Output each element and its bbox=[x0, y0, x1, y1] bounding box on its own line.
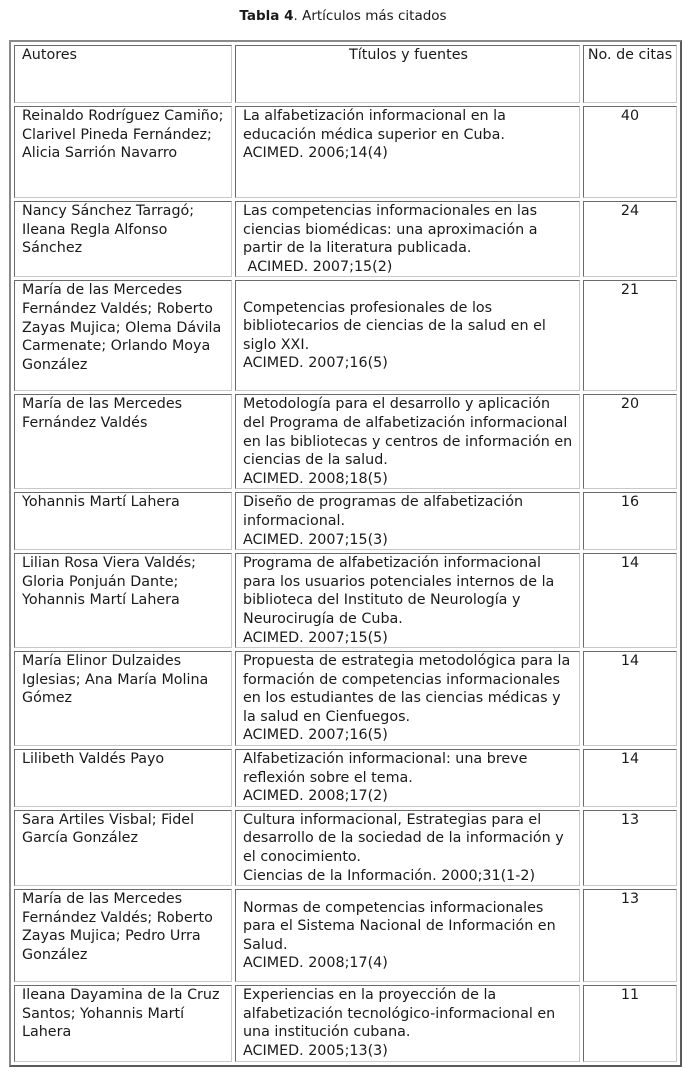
cites-cell: 14 bbox=[583, 749, 677, 807]
table-row bbox=[14, 889, 677, 982]
article-title: La alfabetización informacional en la educación médica superior en Cuba. bbox=[243, 108, 506, 143]
article-source: ACIMED. 2005;13(3) bbox=[243, 1043, 388, 1059]
authors-cell: Lilian Rosa Viera Valdés; Gloria Ponjuán Dante; Yohannis Martí Lahera bbox=[14, 553, 232, 648]
article-title: Propuesta de estrategia metodológica para la formación de competencias informacionales en los estudiantes de las ciencias médicas y la salud en Cienfuegos. bbox=[243, 653, 571, 725]
caption-text: . Artículos más citados bbox=[293, 8, 447, 24]
article-title: Diseño de programas de alfabetización informacional. bbox=[243, 494, 524, 529]
article-source: ACIMED. 2007;15(3) bbox=[243, 531, 388, 548]
caption-label: Tabla 4 bbox=[239, 8, 294, 24]
article-title: Metodología para el desarrollo y aplicación del Programa de alfabetización informacional en las bibliotecas y centros de información en ciencias de la salud. bbox=[243, 396, 573, 469]
cites-cell: 16 bbox=[583, 492, 677, 550]
article-title: Competencias profesionales de los bibliotecarios de ciencias de la salud en el siglo XXI. bbox=[243, 299, 546, 353]
title-source-cell bbox=[235, 492, 580, 550]
table-row bbox=[14, 749, 677, 807]
article-title: Normas de competencias informacionales para el Sistema Nacional de Información en Salud. bbox=[243, 899, 556, 953]
title-source-cell bbox=[235, 651, 580, 746]
title-source-cell bbox=[235, 889, 580, 982]
title-source-cell bbox=[235, 201, 580, 277]
authors-cell: María de las Mercedes Fernández Valdés; Roberto Zayas Mujica; Pedro Urra González bbox=[14, 889, 232, 982]
article-title: Experiencias en la proyección de la alfabetización tecnológico-informacional en una institución cubana. bbox=[243, 987, 556, 1041]
title-source-cell bbox=[235, 749, 580, 807]
authors-cell: Reinaldo Rodríguez Camiño; Clarivel Pineda Fernández; Alicia Sarrión Navarro bbox=[14, 106, 232, 198]
article-source: ACIMED. 2008;17(4) bbox=[243, 955, 388, 972]
cites-cell: 13 bbox=[583, 889, 677, 982]
article-source: ACIMED. 2007;16(5) bbox=[243, 355, 388, 372]
authors-cell: Yohannis Martí Lahera bbox=[14, 492, 232, 550]
table-row bbox=[14, 492, 677, 550]
article-title: Programa de alfabetización informacional para los usuarios potenciales internos de la biblioteca del Instituto de Neurología y Neurocirugía de Cuba. bbox=[243, 555, 555, 627]
cites-cell: 21 bbox=[583, 280, 677, 391]
table-row bbox=[14, 280, 677, 391]
title-source-cell bbox=[235, 985, 580, 1061]
cites-cell: 14 bbox=[583, 651, 677, 746]
citations-table bbox=[9, 40, 682, 1067]
authors-cell: Nancy Sánchez Tarragó; Ileana Regla Alfonso Sánchez bbox=[14, 201, 232, 277]
table-row bbox=[14, 553, 677, 648]
authors-cell: Lilibeth Valdés Payo bbox=[14, 749, 232, 807]
authors-cell: Sara Artiles Visbal; Fidel García González bbox=[14, 810, 232, 886]
article-title: Alfabetización informacional: una breve reflexión sobre el tema. bbox=[243, 751, 528, 786]
table-row bbox=[14, 985, 677, 1061]
header-titles: Títulos y fuentes bbox=[235, 45, 580, 103]
header-cites: No. de citas bbox=[583, 45, 677, 103]
authors-cell: María de las Mercedes Fernández Valdés bbox=[14, 394, 232, 489]
table-row bbox=[14, 394, 677, 489]
cites-cell: 14 bbox=[583, 553, 677, 648]
authors-cell: María Elinor Dulzaides Iglesias; Ana María Molina Gómez bbox=[14, 651, 232, 746]
article-source: ACIMED. 2007;15(5) bbox=[243, 629, 388, 646]
title-source-cell bbox=[235, 106, 580, 198]
title-source-cell bbox=[235, 553, 580, 648]
article-source: ACIMED. 2006;14(4) bbox=[243, 145, 388, 162]
table-row bbox=[14, 651, 677, 746]
article-source: ACIMED. 2007;15(2) bbox=[243, 258, 393, 275]
table-caption bbox=[0, 7, 686, 25]
cites-cell: 40 bbox=[583, 106, 677, 198]
authors-cell: Ileana Dayamina de la Cruz Santos; Yohannis Martí Lahera bbox=[14, 985, 232, 1061]
article-source: ACIMED. 2008;17(2) bbox=[243, 788, 388, 805]
header-authors: Autores bbox=[14, 45, 232, 103]
article-source: ACIMED. 2008;18(5) bbox=[243, 470, 388, 487]
cites-cell: 11 bbox=[583, 985, 677, 1061]
table-row bbox=[14, 810, 677, 886]
cites-cell: 13 bbox=[583, 810, 677, 886]
table-row bbox=[14, 106, 677, 198]
article-source: ACIMED. 2007;16(5) bbox=[243, 727, 388, 744]
table-row bbox=[14, 201, 677, 277]
title-source-cell bbox=[235, 280, 580, 391]
article-source: Ciencias de la Información. 2000;31(1-2) bbox=[243, 867, 536, 884]
authors-cell: María de las Mercedes Fernández Valdés; Roberto Zayas Mujica; Olema Dávila Carmenate; Orlando Moya González bbox=[14, 280, 232, 391]
title-source-cell bbox=[235, 394, 580, 489]
article-title: Las competencias informacionales en las ciencias biomédicas: una aproximación a partir de la literatura publicada. bbox=[243, 203, 538, 257]
article-title: Cultura informacional, Estrategias para el desarrollo de la sociedad de la información y el conocimiento. bbox=[243, 811, 564, 866]
cites-cell: 20 bbox=[583, 394, 677, 489]
cites-cell: 24 bbox=[583, 201, 677, 277]
table-header-row bbox=[14, 45, 677, 103]
title-source-cell bbox=[235, 810, 580, 886]
